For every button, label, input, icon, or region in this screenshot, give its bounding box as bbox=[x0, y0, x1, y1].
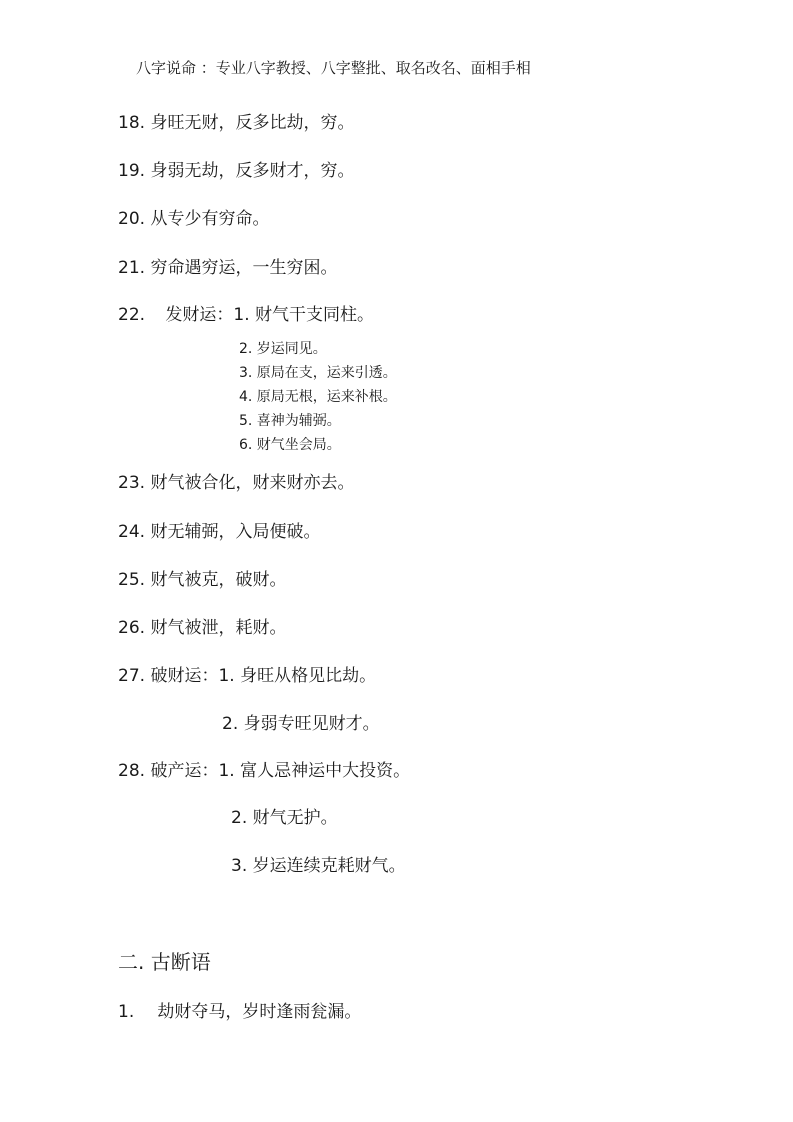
item-number: 24. bbox=[118, 522, 146, 542]
sub-item: 4. 原局无根，运来补根。 bbox=[239, 389, 397, 405]
item-number: 1. bbox=[118, 1002, 135, 1022]
item-text: 财气被克，破财。 bbox=[150, 570, 287, 590]
section-heading bbox=[118, 946, 211, 975]
item-number: 21. bbox=[118, 258, 146, 278]
item-text: 财气被泄，耗财。 bbox=[150, 618, 287, 638]
item-text: 破财运：1. 身旺从格见比劫。 bbox=[150, 666, 377, 686]
list-item bbox=[118, 756, 410, 781]
list-item bbox=[118, 108, 354, 133]
item-text: 财无辅弼，入局便破。 bbox=[150, 522, 321, 542]
section-number: 二. bbox=[118, 950, 145, 974]
list-item bbox=[118, 204, 269, 229]
item-number: 26. bbox=[118, 618, 146, 638]
list-item bbox=[118, 565, 286, 590]
item-number: 18. bbox=[118, 113, 146, 133]
item-text: 身旺无财，反多比劫，穷。 bbox=[150, 113, 355, 133]
sub-item: 5. 喜神为辅弼。 bbox=[239, 413, 341, 429]
list-item bbox=[118, 300, 374, 325]
page-header: 八字说命 ：专业八字教授、八字整批、取名改名、面相手相 bbox=[136, 59, 531, 77]
item-text: 破产运：1. 富人忌神运中大投资。 bbox=[150, 761, 411, 781]
item-text: 发财运：1. 财气干支同柱。 bbox=[165, 305, 375, 325]
item-text: 从专少有穷命。 bbox=[150, 209, 270, 229]
section-title: 古断语 bbox=[150, 950, 211, 974]
item-number: 28. bbox=[118, 761, 146, 781]
item-text: 身弱无劫，反多财才，穷。 bbox=[150, 161, 355, 181]
list-item bbox=[118, 613, 286, 638]
sub-item: 2. 岁运同见。 bbox=[239, 341, 327, 357]
list-item bbox=[118, 156, 354, 181]
list-item bbox=[118, 997, 361, 1022]
sub-item: 2. 财气无护。 bbox=[231, 808, 338, 828]
item-number: 22. bbox=[118, 305, 146, 325]
item-number: 27. bbox=[118, 666, 146, 686]
sub-item: 3. 岁运连续克耗财气。 bbox=[231, 856, 406, 876]
sub-item: 2. 身弱专旺见财才。 bbox=[222, 714, 380, 734]
sub-item: 3. 原局在支，运来引透。 bbox=[239, 365, 397, 381]
item-text: 穷命遇穷运，一生穷困。 bbox=[150, 258, 338, 278]
list-item bbox=[118, 517, 320, 542]
list-item bbox=[118, 253, 337, 278]
item-number: 19. bbox=[118, 161, 146, 181]
item-text: 财气被合化，财来财亦去。 bbox=[150, 473, 355, 493]
item-text: 劫财夺马，岁时逢雨瓮漏。 bbox=[157, 1002, 362, 1022]
item-number: 23. bbox=[118, 473, 146, 493]
sub-item: 6. 财气坐会局。 bbox=[239, 437, 341, 453]
item-number: 25. bbox=[118, 570, 146, 590]
list-item bbox=[118, 468, 354, 493]
list-item bbox=[118, 661, 376, 686]
item-number: 20. bbox=[118, 209, 146, 229]
